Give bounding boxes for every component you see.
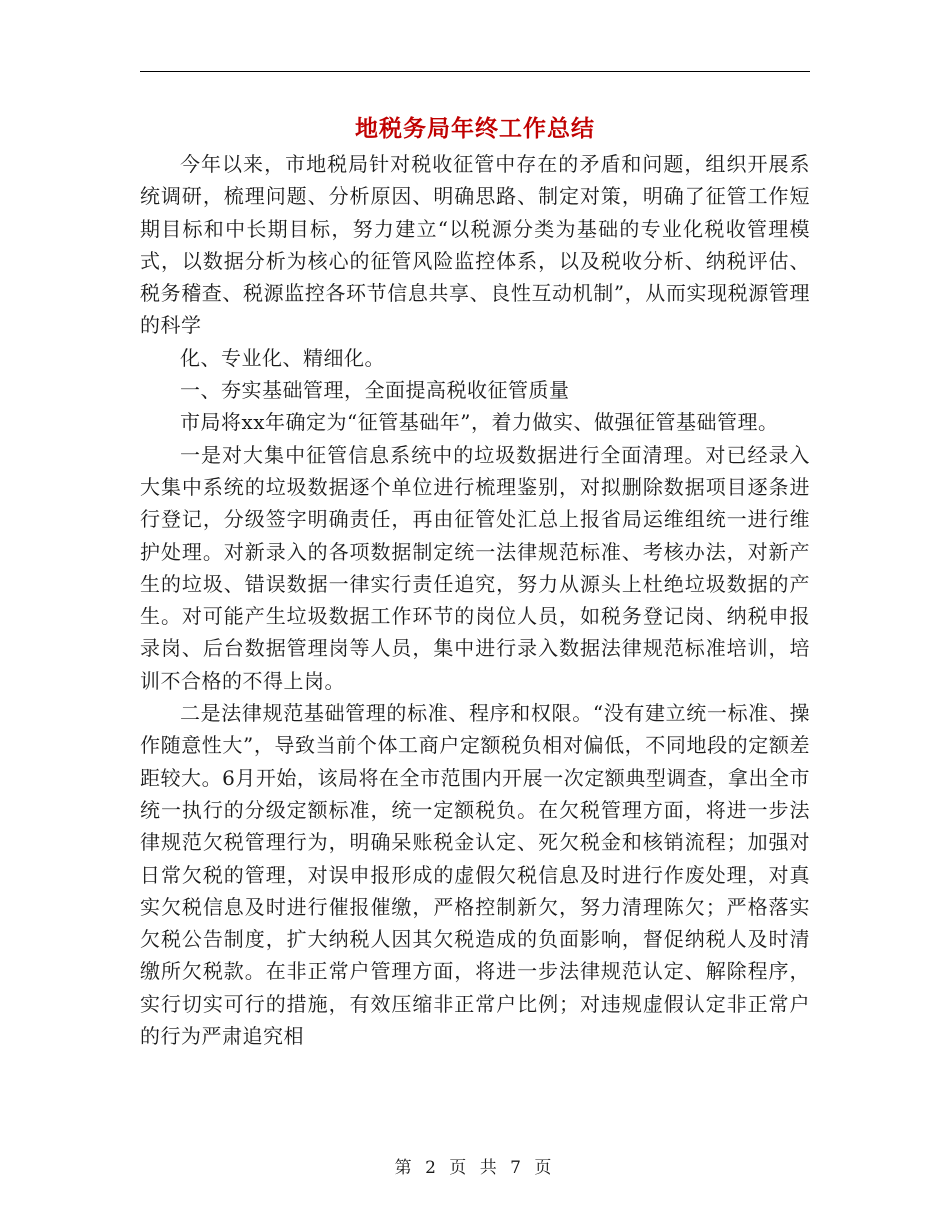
document-title: 地税务局年终工作总结	[355, 115, 595, 142]
paragraph-standards: 二是法律规范基础管理的标准、程序和权限。“没有建立统一标准、操作随意性大”，导致当前个体工商户定额税负相对偏低，不同地段的定额差距较大。6月开始，该局将在全市范围内开展一次定额典型调查，拿出全市统一执行的分级定额标准，统一定额税负。在欠税管理方面，将进一步法律规范欠税管理行为，明确呆账税金认定、死欠税金和核销流程；加强对日常欠税的管理，对误申报形成的虚假欠税信息及时进行作废处理，对真实欠税信息及时进行催报催缴，严格控制新欠，努力清理陈欠；严格落实欠税公告制度，扩大纳税人因其欠税造成的负面影响，督促纳税人及时清缴所欠税款。在非正常户管理方面，将进一步法律规范认定、解除程序，实行切实可行的措施，有效压缩非正常户比例；对违规虚假认定非正常户的行为严肃追究相	[140, 701, 810, 1049]
page-number: 第 2 页 共 7 页	[394, 1158, 556, 1178]
document-body	[140, 148, 810, 1052]
header-rule	[140, 71, 810, 72]
paragraph-intro: 今年以来，市地税局针对税收征管中存在的矛盾和问题，组织开展系统调研，梳理问题、分析原因、明确思路、制定对策，明确了征管工作短期目标和中长期目标，努力建立“以税源分类为基础的专业化税收管理模式，以数据分析为核心的征管风险监控体系，以及税收分析、纳税评估、税务稽查、税源监控各环节信息共享、良性互动机制”，从而实现税源管理的科学	[140, 152, 810, 338]
paragraph-intro-continued: 化、专业化、精细化。	[180, 345, 385, 370]
paragraph-data-cleanup: 一是对大集中征管信息系统中的垃圾数据进行全面清理。对已经录入大集中系统的垃圾数据逐个单位进行梳理鉴别，对拟删除数据项目逐条进行登记，分级签字明确责任，再由征管处汇总上报省局运维组统一进行维护处理。对新录入的各项数据制定统一法律规范标准、考核办法，对新产生的垃圾、错误数据一律实行责任追究，努力从源头上杜绝垃圾数据的产生。对可能产生垃圾数据工作环节的岗位人员，如税务登记岗、纳税申报录岗、后台数据管理岗等人员，集中进行录入数据法律规范标准培训，培训不合格的不得上岗。	[140, 442, 810, 693]
paragraph-foundation-year: 市局将xx年确定为“征管基础年”，着力做实、做强征管基础管理。	[180, 410, 779, 435]
section-heading-1: 一、夯实基础管理，全面提高税收征管质量	[180, 378, 570, 403]
